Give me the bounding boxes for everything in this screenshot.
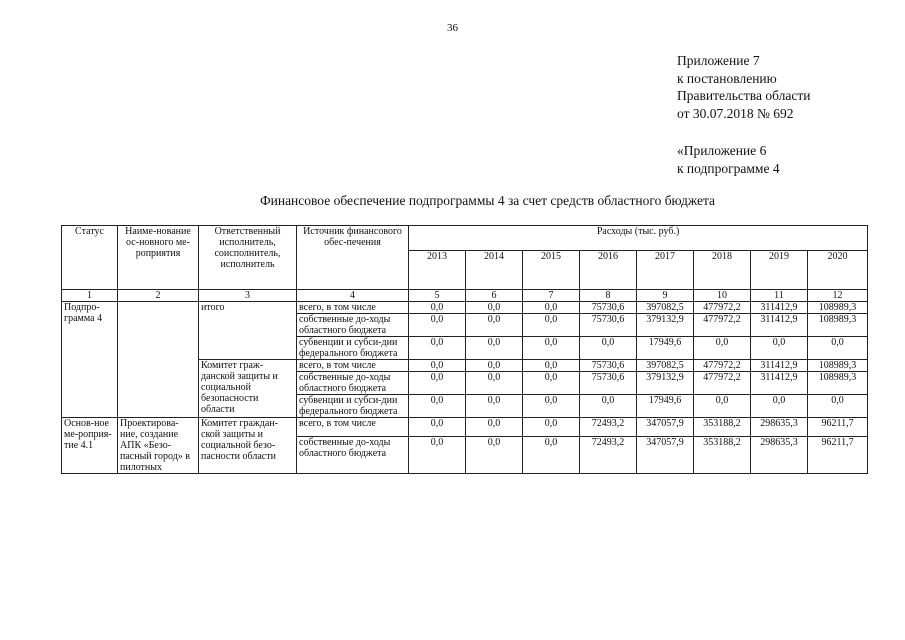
value-cell: 0,0: [409, 337, 466, 360]
document-title: Финансовое обеспечение подпрограммы 4 за счет средств областного бюджета: [259, 193, 716, 208]
value-cell: 0,0: [466, 437, 523, 474]
value-cell: 108989,3: [808, 360, 868, 372]
value-cell: 0,0: [523, 302, 580, 314]
value-cell: 379132,9: [637, 372, 694, 395]
value-cell: 0,0: [466, 302, 523, 314]
value-cell: 17949,6: [637, 395, 694, 418]
value-cell: 0,0: [523, 337, 580, 360]
value-cell: 0,0: [808, 395, 868, 418]
table-row: [62, 302, 868, 314]
appendix-block: [677, 52, 810, 122]
header-year: 2017: [637, 251, 694, 290]
value-cell: 72493,2: [580, 437, 637, 474]
value-cell: 0,0: [466, 418, 523, 437]
appendix-line: к постановлению: [677, 70, 777, 86]
value-cell: 311412,9: [751, 314, 808, 337]
value-cell: 477972,2: [694, 314, 751, 337]
row-source: субвенции и субси-дии федерального бюджета: [297, 337, 409, 360]
appendix-ref-line: к подпрограмме 4: [677, 160, 780, 176]
value-cell: 311412,9: [751, 372, 808, 395]
value-cell: 298635,3: [751, 437, 808, 474]
header-year: 2013: [409, 251, 466, 290]
row-status: Основ-ное ме-роприя-тие 4.1: [62, 418, 118, 474]
value-cell: 0,0: [466, 372, 523, 395]
value-cell: 0,0: [808, 337, 868, 360]
header-executor: Ответственный исполнитель, соисполнитель, исполнитель: [199, 226, 297, 290]
value-cell: 75730,6: [580, 360, 637, 372]
value-cell: 0,0: [580, 337, 637, 360]
value-cell: 0,0: [466, 360, 523, 372]
column-number: 10: [694, 290, 751, 302]
header-expenses: Расходы (тыс. руб.): [409, 226, 868, 251]
column-number: 5: [409, 290, 466, 302]
row-executor: Комитет граж-данской защиты и социальной безопасности области: [199, 360, 297, 418]
value-cell: 311412,9: [751, 360, 808, 372]
value-cell: 0,0: [751, 395, 808, 418]
header-year: 2019: [751, 251, 808, 290]
row-source: собственные до-ходы областного бюджета: [297, 437, 409, 474]
header-year: 2020: [808, 251, 868, 290]
value-cell: 75730,6: [580, 302, 637, 314]
row-name: Проектирова-ние, создание АПК «Безо-пасный город» в пилотных: [118, 418, 199, 474]
value-cell: 108989,3: [808, 302, 868, 314]
column-number: 8: [580, 290, 637, 302]
row-status: Подпро-грамма 4: [62, 302, 118, 418]
column-number: 4: [297, 290, 409, 302]
value-cell: 17949,6: [637, 337, 694, 360]
row-source: собственные до-ходы областного бюджета: [297, 372, 409, 395]
header-year: 2014: [466, 251, 523, 290]
value-cell: 0,0: [523, 314, 580, 337]
value-cell: 0,0: [751, 337, 808, 360]
row-executor: итого: [199, 302, 297, 360]
column-number: 2: [118, 290, 199, 302]
row-source: всего, в том числе: [297, 302, 409, 314]
value-cell: 397082,5: [637, 360, 694, 372]
row-source: всего, в том числе: [297, 418, 409, 437]
value-cell: 0,0: [409, 314, 466, 337]
row-name: [118, 302, 199, 418]
column-number: 3: [199, 290, 297, 302]
value-cell: 0,0: [523, 372, 580, 395]
header-year: 2018: [694, 251, 751, 290]
appendix-ref-block: [677, 142, 780, 177]
row-source: собственные до-ходы областного бюджета: [297, 314, 409, 337]
header-year: 2016: [580, 251, 637, 290]
value-cell: 0,0: [523, 395, 580, 418]
header-source: Источник финансового обес-печения: [297, 226, 409, 290]
value-cell: 353188,2: [694, 418, 751, 437]
value-cell: 0,0: [523, 418, 580, 437]
value-cell: 0,0: [409, 372, 466, 395]
column-number: 7: [523, 290, 580, 302]
page-number: 36: [447, 22, 458, 34]
value-cell: 379132,9: [637, 314, 694, 337]
value-cell: 298635,3: [751, 418, 808, 437]
financing-table: [61, 225, 868, 474]
value-cell: 0,0: [466, 337, 523, 360]
appendix-ref-line: «Приложение 6: [677, 143, 767, 158]
value-cell: 0,0: [409, 395, 466, 418]
row-source: всего, в том числе: [297, 360, 409, 372]
value-cell: 0,0: [409, 418, 466, 437]
value-cell: 0,0: [580, 395, 637, 418]
value-cell: 311412,9: [751, 302, 808, 314]
row-source: субвенции и субси-дии федерального бюджета: [297, 395, 409, 418]
value-cell: 0,0: [466, 395, 523, 418]
value-cell: 108989,3: [808, 314, 868, 337]
value-cell: 0,0: [409, 360, 466, 372]
value-cell: 477972,2: [694, 360, 751, 372]
value-cell: 75730,6: [580, 372, 637, 395]
value-cell: 72493,2: [580, 418, 637, 437]
value-cell: 0,0: [409, 302, 466, 314]
value-cell: 96211,7: [808, 418, 868, 437]
value-cell: 477972,2: [694, 302, 751, 314]
value-cell: 347057,9: [637, 437, 694, 474]
table-row: [62, 418, 868, 437]
column-number: 6: [466, 290, 523, 302]
value-cell: 0,0: [523, 360, 580, 372]
header-year: 2015: [523, 251, 580, 290]
value-cell: 0,0: [694, 337, 751, 360]
value-cell: 108989,3: [808, 372, 868, 395]
column-number: 11: [751, 290, 808, 302]
value-cell: 353188,2: [694, 437, 751, 474]
appendix-line: Правительства области: [677, 88, 811, 103]
value-cell: 0,0: [523, 437, 580, 474]
appendix-line: Приложение 7: [677, 53, 760, 68]
value-cell: 75730,6: [580, 314, 637, 337]
value-cell: 0,0: [694, 395, 751, 418]
header-status: Статус: [62, 226, 118, 290]
column-number: 1: [62, 290, 118, 302]
value-cell: 477972,2: [694, 372, 751, 395]
value-cell: 347057,9: [637, 418, 694, 437]
value-cell: 0,0: [409, 437, 466, 474]
value-cell: 397082,5: [637, 302, 694, 314]
row-executor: Комитет граждан-ской защиты и социальной безо-пасности области: [199, 418, 297, 474]
value-cell: 0,0: [466, 314, 523, 337]
column-number: 12: [808, 290, 868, 302]
appendix-line: от 30.07.2018 № 692: [677, 105, 794, 121]
value-cell: 96211,7: [808, 437, 868, 474]
column-number: 9: [637, 290, 694, 302]
header-name: Наиме-нование ос-новного ме-роприятия: [118, 226, 199, 290]
